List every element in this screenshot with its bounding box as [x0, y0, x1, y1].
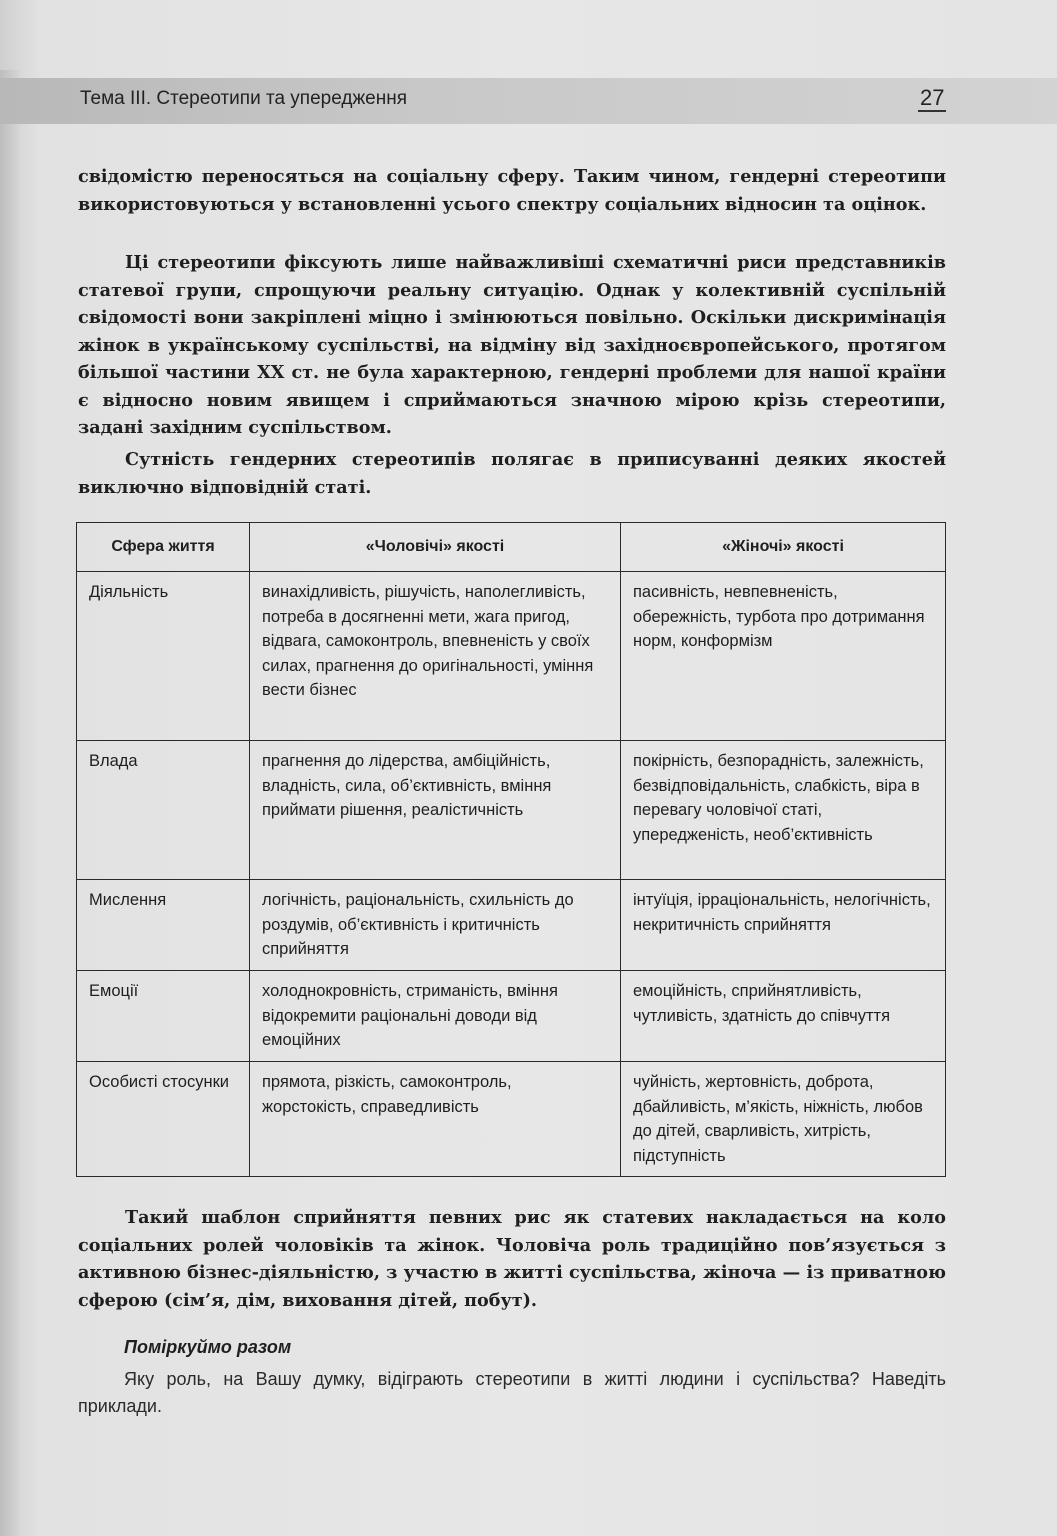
- cell-female-qualities: чуйність, жертовність, доброта, дбайливість, м’якість, ніжність, любов до дітей, сварливість, хитрість, підступність: [621, 1062, 946, 1177]
- cell-sphere: Емоції: [77, 971, 250, 1062]
- gender-qualities-table: [76, 522, 946, 1177]
- cell-female-qualities: емоційність, сприйнятливість, чутливість, здатність до співчуття: [621, 971, 946, 1062]
- cell-male-qualities: прямота, різкість, самоконтроль, жорстокість, справедливість: [250, 1062, 621, 1177]
- column-header-male: «Чоловічі» якості: [250, 523, 621, 572]
- table-row: [77, 572, 946, 741]
- think-together-question: Яку роль, на Вашу думку, відіграють стереотипи в житті людини і суспільства? Наведіть приклади.: [78, 1369, 946, 1416]
- paragraph-continuation: свідомістю переносяться на соціальну сферу. Таким чином, гендерні стереотипи використовуються у встановленні усього спектру соціальних відносин та оцінок.: [78, 166, 946, 215]
- table-header-row: [77, 523, 946, 572]
- cell-sphere: Особисті стосунки: [77, 1062, 250, 1177]
- table-row: [77, 971, 946, 1062]
- page-number: 27: [920, 85, 945, 110]
- running-header-title: Тема ІІІ. Стереотипи та упередження: [80, 88, 408, 109]
- column-header-sphere: Сфера життя: [77, 523, 250, 572]
- paragraph-stereotypes-fixation: Ці стереотипи фіксують лише найважливіші схематичні риси представників статевої групи, спрощуючи реальну ситуацію. Однак у колективній суспільній свідомості вони закріплені міцно і змінюються повільно. Оскільки дискримінація жінок в українському суспільстві, на відміну від західноєвропейського, протягом більшої частини XX ст. не була характерною, гендерні проблеми для нашої країни є відносно новим явищем і сприймаються значною мірою крізь стереотипи, задані західним суспільством.: [78, 252, 946, 438]
- table-row: [77, 741, 946, 880]
- cell-male-qualities: прагнення до лідерства, амбіційність, владність, сила, об’єктивність, вміння приймати рішення, реалістичність: [250, 741, 621, 880]
- think-together-heading: Поміркуймо разом: [124, 1337, 292, 1357]
- cell-sphere: Мислення: [77, 880, 250, 971]
- paragraph-essence: Сутність гендерних стереотипів полягає в приписуванні деяких якостей виключно відповідній статі.: [78, 449, 946, 498]
- column-header-female: «Жіночі» якості: [621, 523, 946, 572]
- cell-male-qualities: логічність, раціональність, схильність до роздумів, об’єктивність і критичність сприйняття: [250, 880, 621, 971]
- cell-male-qualities: винахідливість, рішучість, наполегливість, потреба в досягненні мети, жага пригод, відвага, самоконтроль, впевненість у своїх силах, прагнення до оригінальності, уміння вести бізнес: [250, 572, 621, 741]
- cell-female-qualities: пасивність, невпевненість, обережність, турбота про дотримання норм, конформізм: [621, 572, 946, 741]
- cell-female-qualities: покірність, безпорадність, залежність, безвідповідальність, слабкість, віра в перевагу чоловічої статі, упередженість, необ’єктивність: [621, 741, 946, 880]
- cell-male-qualities: холоднокровність, стриманість, вміння відокремити раціональні доводи від емоційних: [250, 971, 621, 1062]
- page-spine-shadow: [0, 70, 20, 1536]
- cell-female-qualities: інтуїція, ірраціональність, нелогічність, некритичність сприйняття: [621, 880, 946, 971]
- paragraph-social-roles: Такий шаблон сприйняття певних рис як статевих накладається на коло соціальних ролей чоловіків та жінок. Чоловіча роль традиційно пов’язується з активною бізнес-діяльністю, з участю в житті суспільства, жіноча — із приватною сферою (сім’я, дім, виховання дітей, побут).: [78, 1207, 946, 1311]
- cell-sphere: Влада: [77, 741, 250, 880]
- cell-sphere: Діяльність: [77, 572, 250, 741]
- table-row: [77, 880, 946, 971]
- table-row: [77, 1062, 946, 1177]
